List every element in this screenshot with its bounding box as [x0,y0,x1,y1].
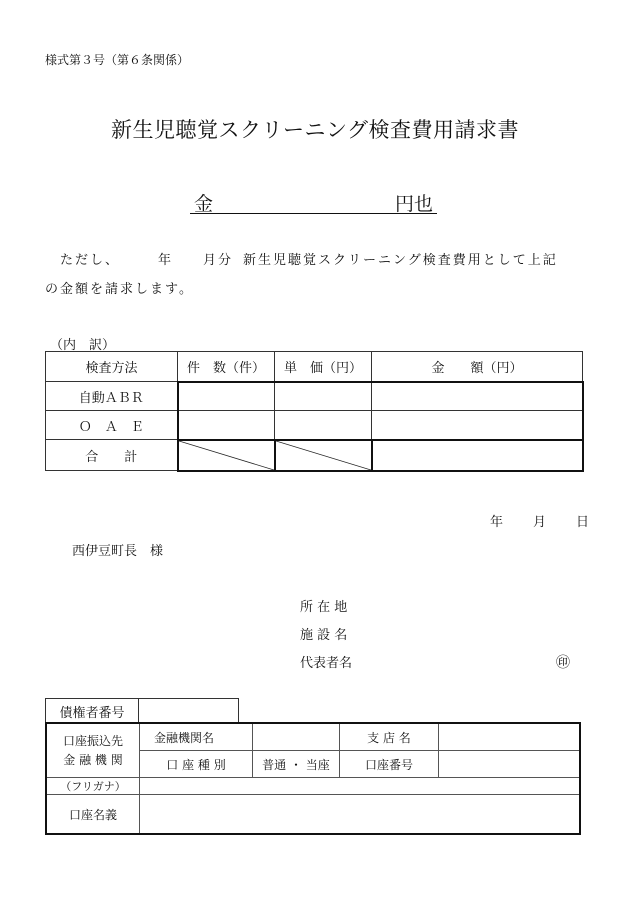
header-amount: 金 額（円） [372,352,583,382]
branch-name-label: 支 店 名 [340,723,439,751]
addressee: 西伊豆町長 様 [72,544,164,559]
page-title: 新生児聴覚スクリーニング検査費用請求書 [110,118,520,142]
amount-line [190,189,437,214]
body-year: 年 [158,253,174,268]
oae-count-cell[interactable] [178,411,275,440]
body-tadashi: ただし、 [60,253,121,268]
abr-price-cell[interactable] [275,382,372,411]
account-type-value[interactable]: 普通 ・ 当座 [253,751,340,778]
header-unit-price: 単 価（円） [275,352,372,382]
bank-transfer-label-1: 口座振込先 [62,733,123,748]
institution-name-label: 金融機関名 [140,723,253,751]
abr-count-cell[interactable] [178,382,275,411]
date-month: 月 [533,515,547,530]
amount-yen-nari: 円也 [394,193,433,215]
row-label-abr: 自動ＡＢＲ [46,382,178,411]
creditor-number-label: 債権者番号 [46,699,139,724]
applicant-facility-label: 施 設 名 [300,628,348,643]
total-price-slashed [275,440,372,471]
applicant-representative-label: 代表者名 [300,656,353,671]
bank-table [45,722,581,835]
account-number-cell[interactable] [439,751,581,778]
total-count-slashed [178,440,275,471]
account-holder-cell[interactable] [140,795,581,835]
form-number: 様式第３号（第６条関係） [45,53,190,67]
body-purpose: 新生児聴覚スクリーニング検査費用として上記 [243,253,558,268]
abr-amount-cell[interactable] [372,382,583,411]
furigana-label: （フリガナ） [46,778,140,795]
institution-name-cell[interactable] [253,723,340,751]
oae-amount-cell[interactable] [372,411,583,440]
body-line-2: の金額を請求します。 [45,282,194,297]
oae-price-cell[interactable] [275,411,372,440]
bank-transfer-label-2: 金 融 機 関 [63,752,123,767]
creditor-number-table [45,698,239,724]
creditor-number-cell[interactable] [139,699,239,724]
account-holder-label: 口座名義 [46,795,140,835]
header-method: 検査方法 [46,352,178,382]
applicant-address-label: 所 在 地 [300,600,348,615]
total-amount-cell[interactable] [372,440,583,471]
breakdown-table [45,351,584,472]
breakdown-caption: （内 訳） [50,338,116,353]
branch-name-cell[interactable] [439,723,581,751]
header-count: 件 数（件） [178,352,275,382]
date-day: 日 [576,515,590,530]
row-label-oae: Ｏ Ａ Ｅ [46,411,178,440]
bank-transfer-label [46,723,140,778]
body-month: 月分 [203,253,234,268]
seal-icon: ㊞ [556,655,570,671]
amount-kin: 金 [194,193,214,215]
furigana-cell[interactable] [140,778,581,795]
account-type-label: 口 座 種 別 [140,751,253,778]
date-year: 年 [490,515,504,530]
row-label-total: 合 計 [46,440,178,471]
date [490,511,589,530]
account-number-label: 口座番号 [340,751,439,778]
body-line-1 [60,249,558,268]
